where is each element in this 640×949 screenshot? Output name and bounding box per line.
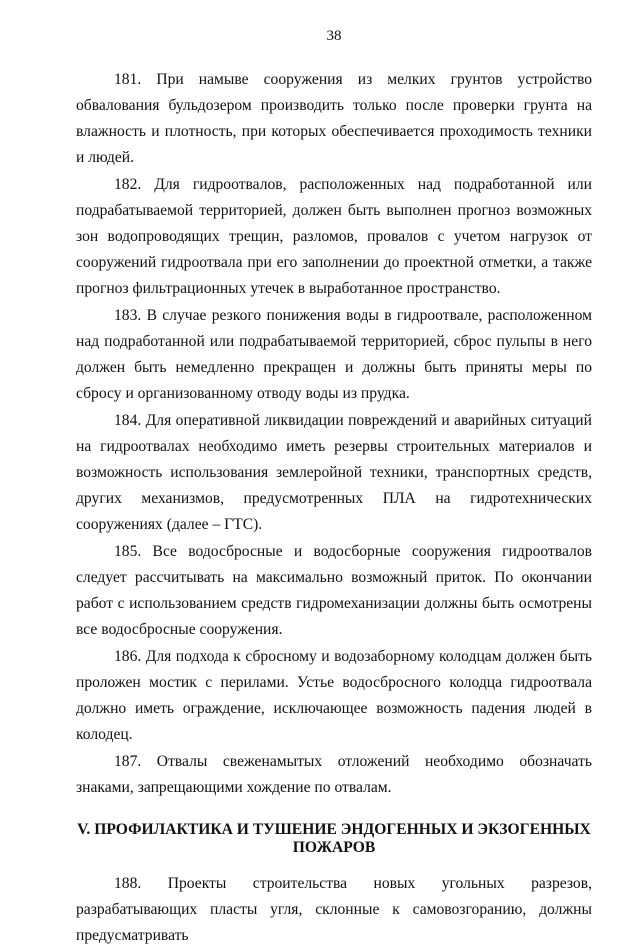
section-heading-line-1: V. ПРОФИЛАКТИКА И ТУШЕНИЕ ЭНДОГЕННЫХ И ЭКЗОГЕННЫХ [77,821,591,838]
paragraph-181: 181. При намыве сооружения из мелких грунтов устройство обвалования бульдозером производить только после проверки грунта на влажность и плотность, при которых обеспечивается проходимость техники и людей. [76,71,592,166]
paragraph-184: 184. Для оперативной ликвидации повреждений и аварийных ситуаций на гидроотвалах необходимо иметь резервы строительных материалов и возможность использования землеройной техники, транспортных средств, других механизмов, предусмотренных ПЛА на гидротехнических сооружениях (далее – ГТС). [76,412,592,533]
paragraph-185: 185. Все водосбросные и водосборные сооружения гидроотвалов следует рассчитывать на максимально возможный приток. По окончании работ с использованием средств гидромеханизации должны быть осмотрены все водосбросные сооружения. [76,543,592,638]
paragraph-188: 188. Проекты строительства новых угольных разрезов, разрабатывающих пласты угля, склонные к самовозгоранию, должны предусматривать [76,875,592,944]
section-heading [76,821,592,857]
paragraph-187: 187. Отвалы свеженамытых отложений необходимо обозначать знаками, запрещающими хождение по отвалам. [76,753,592,796]
paragraph-183: 183. В случае резкого понижения воды в гидроотвале, расположенном над подработанной или подрабатываемой территорией, сброс пульпы в него должен быть немедленно прекращен и должны быть приняты меры по сбросу и организованному отводу воды из прудка. [76,307,592,402]
paragraph-182: 182. Для гидроотвалов, расположенных над подработанной или подрабатываемой территорией, должен быть выполнен прогноз возможных зон водопроводящих трещин, разломов, провалов с учетом нагрузок от сооружений гидроотвала при его заполнении до проектной отметки, а также прогноз фильтрационных утечек в выработанное пространство. [76,176,592,297]
page-number: 38 [326,28,342,44]
section-heading-line-2: ПОЖАРОВ [292,839,376,856]
paragraph-186: 186. Для подхода к сбросному и водозаборному колодцам должен быть проложен мостик с перилами. Устье водосбросного колодца гидроотвала должно иметь ограждение, исключающее возможность падения людей в колодец. [76,648,592,743]
